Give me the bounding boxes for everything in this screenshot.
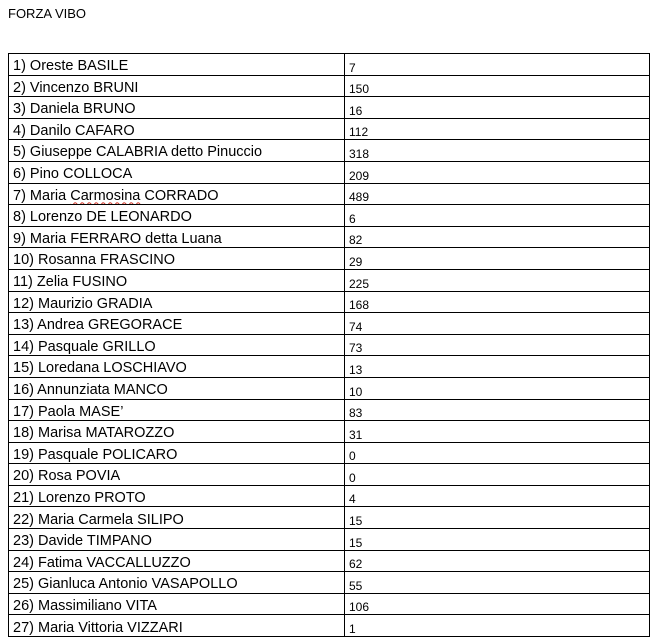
spellcheck-flagged-word: Carmosina [70, 187, 141, 204]
candidate-name-cell[interactable]: 21) Lorenzo PROTO [9, 485, 345, 507]
candidate-name-cell[interactable]: 6) Pino COLLOCA [9, 161, 345, 183]
candidate-votes-cell[interactable]: 489 [345, 183, 650, 205]
document-title: FORZA VIBO [8, 6, 87, 21]
candidate-name-cell[interactable]: 20) Rosa POVIA [9, 464, 345, 486]
candidate-name-cell[interactable]: 8) Lorenzo DE LEONARDO [9, 205, 345, 227]
table-row [9, 507, 650, 529]
candidate-votes-cell[interactable]: 15 [345, 529, 650, 551]
candidate-name-cell[interactable]: 3) Daniela BRUNO [9, 97, 345, 119]
candidate-name-cell[interactable]: 23) Davide TIMPANO [9, 529, 345, 551]
candidate-name-cell[interactable]: 15) Loredana LOSCHIAVO [9, 356, 345, 378]
candidate-name-cell[interactable]: 25) Gianluca Antonio VASAPOLLO [9, 572, 345, 594]
candidate-name-cell[interactable]: 2) Vincenzo BRUNI [9, 75, 345, 97]
table-row [9, 97, 650, 119]
candidate-votes-cell[interactable]: 106 [345, 593, 650, 615]
table-row [9, 313, 650, 335]
table-row [9, 334, 650, 356]
candidate-votes-cell[interactable]: 150 [345, 75, 650, 97]
candidate-name-cell[interactable]: 24) Fatima VACCALLUZZO [9, 550, 345, 572]
table-row [9, 421, 650, 443]
candidate-votes-cell[interactable]: 1 [345, 615, 650, 637]
candidate-name-cell[interactable]: 19) Pasquale POLICARO [9, 442, 345, 464]
candidates-table-body [9, 54, 650, 637]
candidate-name-cell[interactable]: 1) Oreste BASILE [9, 54, 345, 76]
candidate-votes-cell[interactable]: 82 [345, 226, 650, 248]
table-row [9, 140, 650, 162]
candidate-name-cell[interactable]: 22) Maria Carmela SILIPO [9, 507, 345, 529]
table-row [9, 161, 650, 183]
candidate-votes-cell[interactable]: 112 [345, 118, 650, 140]
candidate-name-cell[interactable]: 7) Maria Carmosina CORRADO [9, 183, 345, 205]
candidate-votes-cell[interactable]: 62 [345, 550, 650, 572]
candidate-votes-cell[interactable]: 7 [345, 54, 650, 76]
candidate-name-cell[interactable]: 18) Marisa MATAROZZO [9, 421, 345, 443]
table-row [9, 291, 650, 313]
candidate-votes-cell[interactable]: 55 [345, 572, 650, 594]
candidate-name-cell[interactable]: 12) Maurizio GRADIA [9, 291, 345, 313]
candidate-votes-cell[interactable]: 4 [345, 485, 650, 507]
candidate-votes-cell[interactable]: 31 [345, 421, 650, 443]
table-row [9, 356, 650, 378]
candidate-votes-cell[interactable]: 0 [345, 464, 650, 486]
candidate-votes-cell[interactable]: 73 [345, 334, 650, 356]
candidate-name-cell[interactable]: 17) Paola MASE’ [9, 399, 345, 421]
candidate-name-cell[interactable]: 10) Rosanna FRASCINO [9, 248, 345, 270]
table-row [9, 615, 650, 637]
table-row [9, 226, 650, 248]
table-row [9, 442, 650, 464]
table-row [9, 529, 650, 551]
candidate-votes-cell[interactable]: 168 [345, 291, 650, 313]
candidate-votes-cell[interactable]: 15 [345, 507, 650, 529]
candidate-votes-cell[interactable]: 225 [345, 269, 650, 291]
table-row [9, 75, 650, 97]
table-row [9, 399, 650, 421]
candidate-votes-cell[interactable]: 13 [345, 356, 650, 378]
table-row [9, 54, 650, 76]
table-row [9, 593, 650, 615]
candidate-name-cell[interactable]: 27) Maria Vittoria VIZZARI [9, 615, 345, 637]
candidate-votes-cell[interactable]: 29 [345, 248, 650, 270]
candidate-votes-cell[interactable]: 16 [345, 97, 650, 119]
table-row [9, 377, 650, 399]
table-row [9, 118, 650, 140]
candidate-name-cell[interactable]: 4) Danilo CAFARO [9, 118, 345, 140]
candidate-votes-cell[interactable]: 74 [345, 313, 650, 335]
candidate-name-cell[interactable]: 26) Massimiliano VITA [9, 593, 345, 615]
candidate-votes-cell[interactable]: 318 [345, 140, 650, 162]
candidate-name-cell[interactable]: 11) Zelia FUSINO [9, 269, 345, 291]
table-row [9, 183, 650, 205]
candidate-name-cell[interactable]: 9) Maria FERRARO detta Luana [9, 226, 345, 248]
table-row [9, 269, 650, 291]
table-row [9, 205, 650, 227]
candidate-votes-cell[interactable]: 6 [345, 205, 650, 227]
candidate-votes-cell[interactable]: 83 [345, 399, 650, 421]
table-row [9, 248, 650, 270]
candidate-name-cell[interactable]: 13) Andrea GREGORACE [9, 313, 345, 335]
table-row [9, 464, 650, 486]
candidate-votes-cell[interactable]: 209 [345, 161, 650, 183]
table-row [9, 485, 650, 507]
table-row [9, 572, 650, 594]
candidate-name-cell[interactable]: 14) Pasquale GRILLO [9, 334, 345, 356]
candidate-votes-cell[interactable]: 10 [345, 377, 650, 399]
table-row [9, 550, 650, 572]
candidate-name-cell[interactable]: 16) Annunziata MANCO [9, 377, 345, 399]
candidate-name-cell[interactable]: 5) Giuseppe CALABRIA detto Pinuccio [9, 140, 345, 162]
candidates-table [8, 53, 650, 637]
candidate-votes-cell[interactable]: 0 [345, 442, 650, 464]
